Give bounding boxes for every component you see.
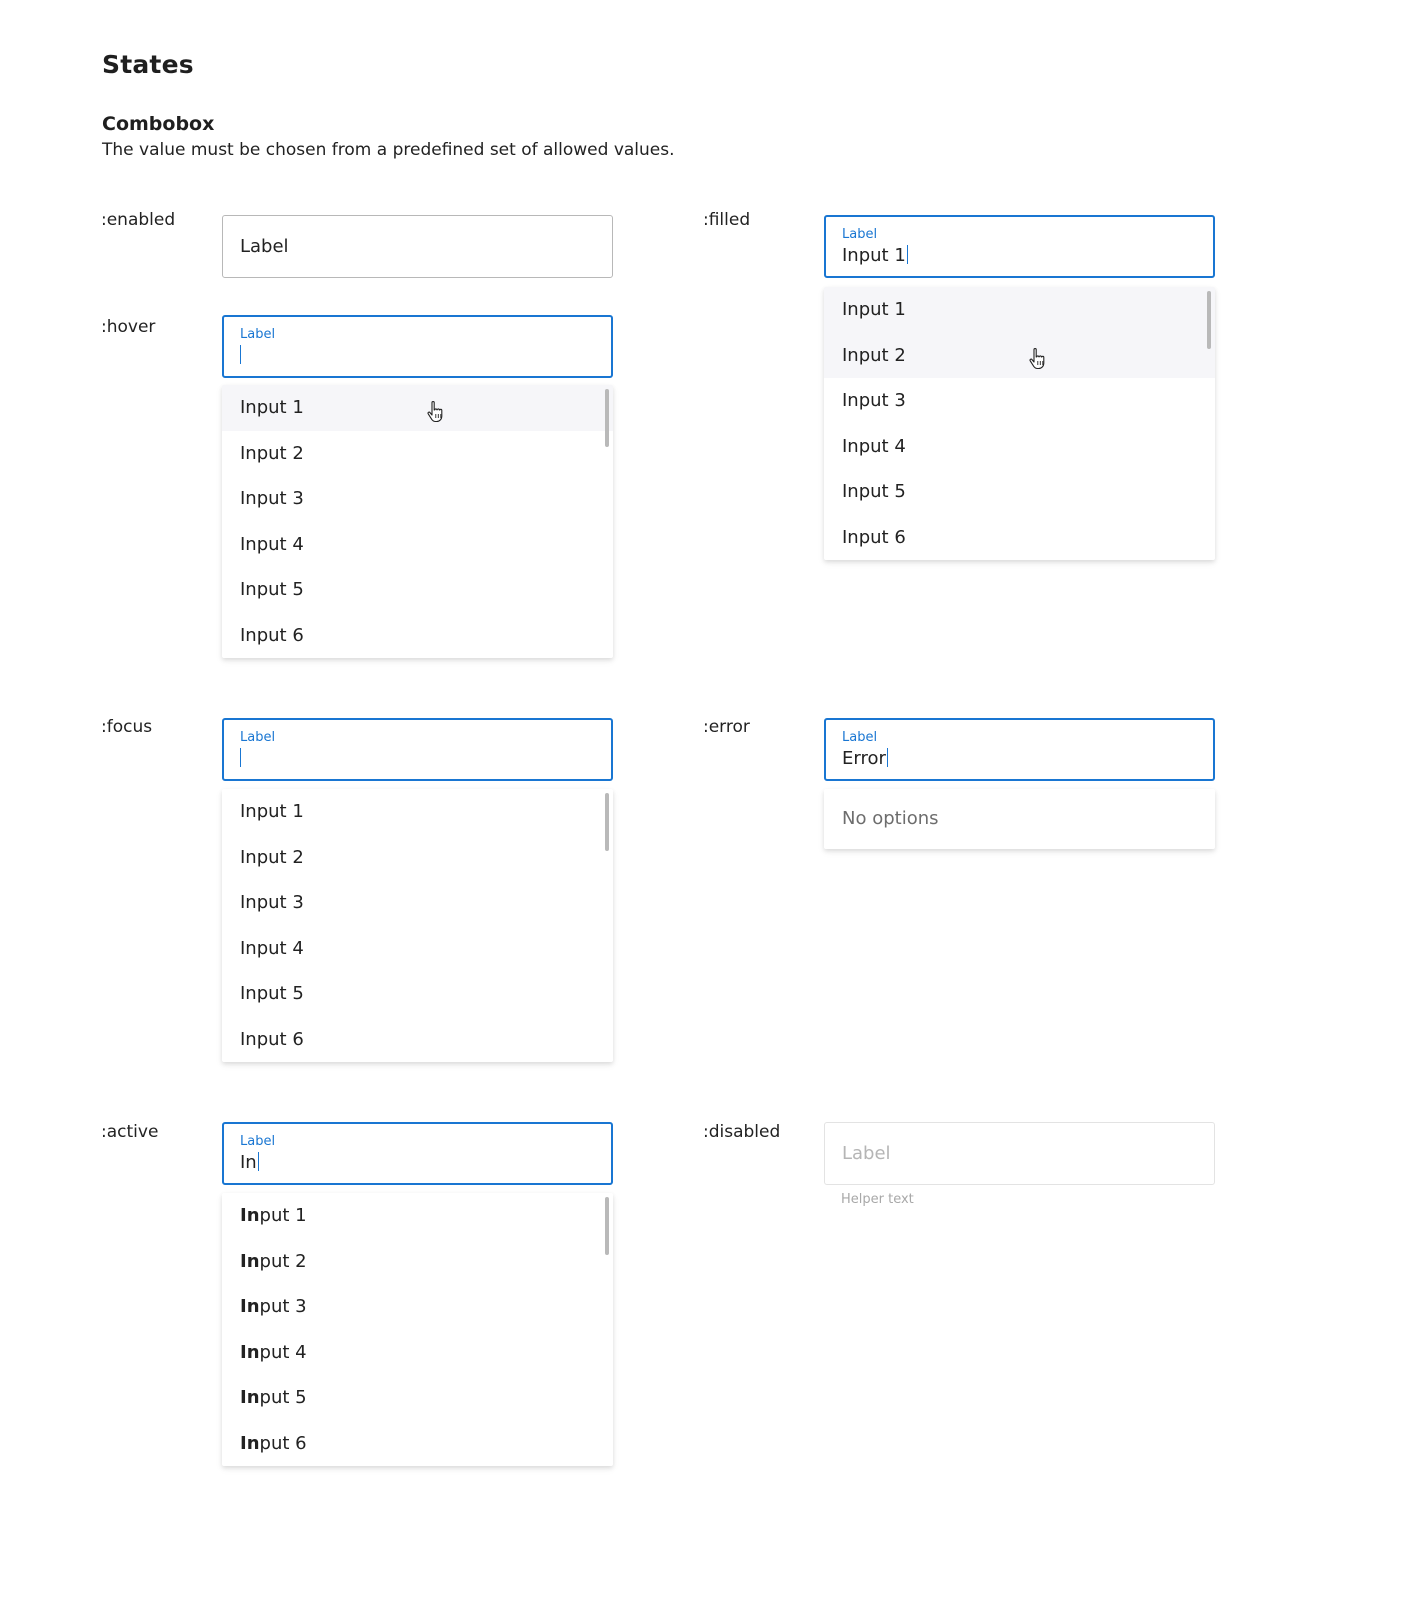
combobox-value — [240, 748, 241, 769]
combobox-placeholder: Label — [842, 1143, 891, 1164]
listbox-active — [222, 1193, 613, 1466]
text-caret — [240, 345, 241, 364]
section-title: Combobox — [102, 113, 215, 135]
combobox-active[interactable] — [222, 1122, 613, 1185]
combobox-focus[interactable] — [222, 718, 613, 781]
hand-pointer-icon — [1027, 347, 1049, 371]
scrollbar-thumb[interactable] — [1207, 291, 1211, 349]
text-caret — [258, 1152, 259, 1171]
listbox-filled — [824, 287, 1215, 560]
state-label-error: :error — [703, 717, 750, 737]
combobox-label: Label — [842, 730, 878, 745]
combobox-label: Label — [842, 227, 878, 242]
scrollbar-thumb[interactable] — [605, 793, 609, 851]
list-item[interactable]: Input 3 — [240, 892, 304, 913]
section-description: The value must be chosen from a predefined set of allowed values. — [102, 140, 675, 160]
list-item[interactable]: Input 6 — [240, 1432, 307, 1454]
combobox-hover[interactable] — [222, 315, 613, 378]
state-label-active: :active — [101, 1122, 159, 1142]
combobox-filled[interactable] — [824, 215, 1215, 278]
list-item[interactable]: Input 4 — [240, 1341, 307, 1363]
list-item[interactable]: Input 3 — [240, 1296, 307, 1317]
state-label-disabled: :disabled — [703, 1122, 781, 1142]
combobox-value: Input 1 — [842, 245, 906, 266]
combobox-placeholder: Label — [240, 236, 289, 257]
state-label-enabled: :enabled — [101, 210, 176, 230]
listbox-hover — [222, 385, 613, 658]
scrollbar-thumb[interactable] — [605, 1197, 609, 1255]
list-item[interactable]: Input 1 — [240, 801, 304, 822]
listbox-error — [824, 789, 1215, 849]
state-label-filled: :filled — [703, 210, 751, 230]
list-item[interactable]: Input 2 — [240, 442, 304, 464]
combobox-label: Label — [240, 1134, 276, 1149]
combobox-error[interactable] — [824, 718, 1215, 781]
list-item[interactable]: Input 2 — [824, 333, 1215, 379]
page-title: States — [102, 50, 194, 79]
text-caret — [907, 245, 908, 264]
list-item[interactable]: Input 5 — [240, 1387, 307, 1408]
combobox-value: In — [240, 1152, 257, 1173]
list-item[interactable]: Input 2 — [240, 1250, 307, 1272]
combobox-disabled — [824, 1122, 1215, 1185]
no-options-message: No options — [842, 808, 939, 829]
combobox-label: Label — [240, 730, 276, 745]
scrollbar-thumb[interactable] — [605, 389, 609, 447]
list-item[interactable]: Input 6 — [240, 624, 304, 646]
list-item[interactable]: Input 6 — [842, 526, 906, 548]
text-caret — [887, 748, 888, 767]
list-item[interactable]: Input 5 — [240, 983, 304, 1004]
list-item[interactable]: Input 4 — [842, 435, 906, 457]
text-caret — [240, 748, 241, 767]
list-item[interactable]: Input 6 — [240, 1028, 304, 1050]
list-item[interactable]: Input 4 — [240, 937, 304, 959]
hand-pointer-icon — [425, 400, 447, 424]
list-item[interactable]: Input 1 — [240, 1205, 307, 1226]
list-item[interactable]: Input 5 — [842, 481, 906, 502]
list-item[interactable]: Input 4 — [240, 533, 304, 555]
list-item[interactable]: Input 2 — [240, 846, 304, 868]
combobox-label: Label — [240, 327, 276, 342]
combobox-enabled[interactable] — [222, 215, 613, 278]
helper-text: Helper text — [841, 1192, 914, 1207]
list-item[interactable]: Input 3 — [240, 488, 304, 509]
list-item[interactable]: Input 3 — [842, 390, 906, 411]
listbox-focus — [222, 789, 613, 1062]
combobox-value: Error — [842, 748, 886, 769]
state-label-hover: :hover — [101, 317, 156, 337]
state-label-focus: :focus — [101, 717, 153, 737]
list-item[interactable]: Input 5 — [240, 579, 304, 600]
list-item[interactable]: Input 1 — [824, 287, 1215, 333]
combobox-value — [240, 345, 241, 366]
list-item[interactable]: Input 1 — [222, 385, 613, 431]
